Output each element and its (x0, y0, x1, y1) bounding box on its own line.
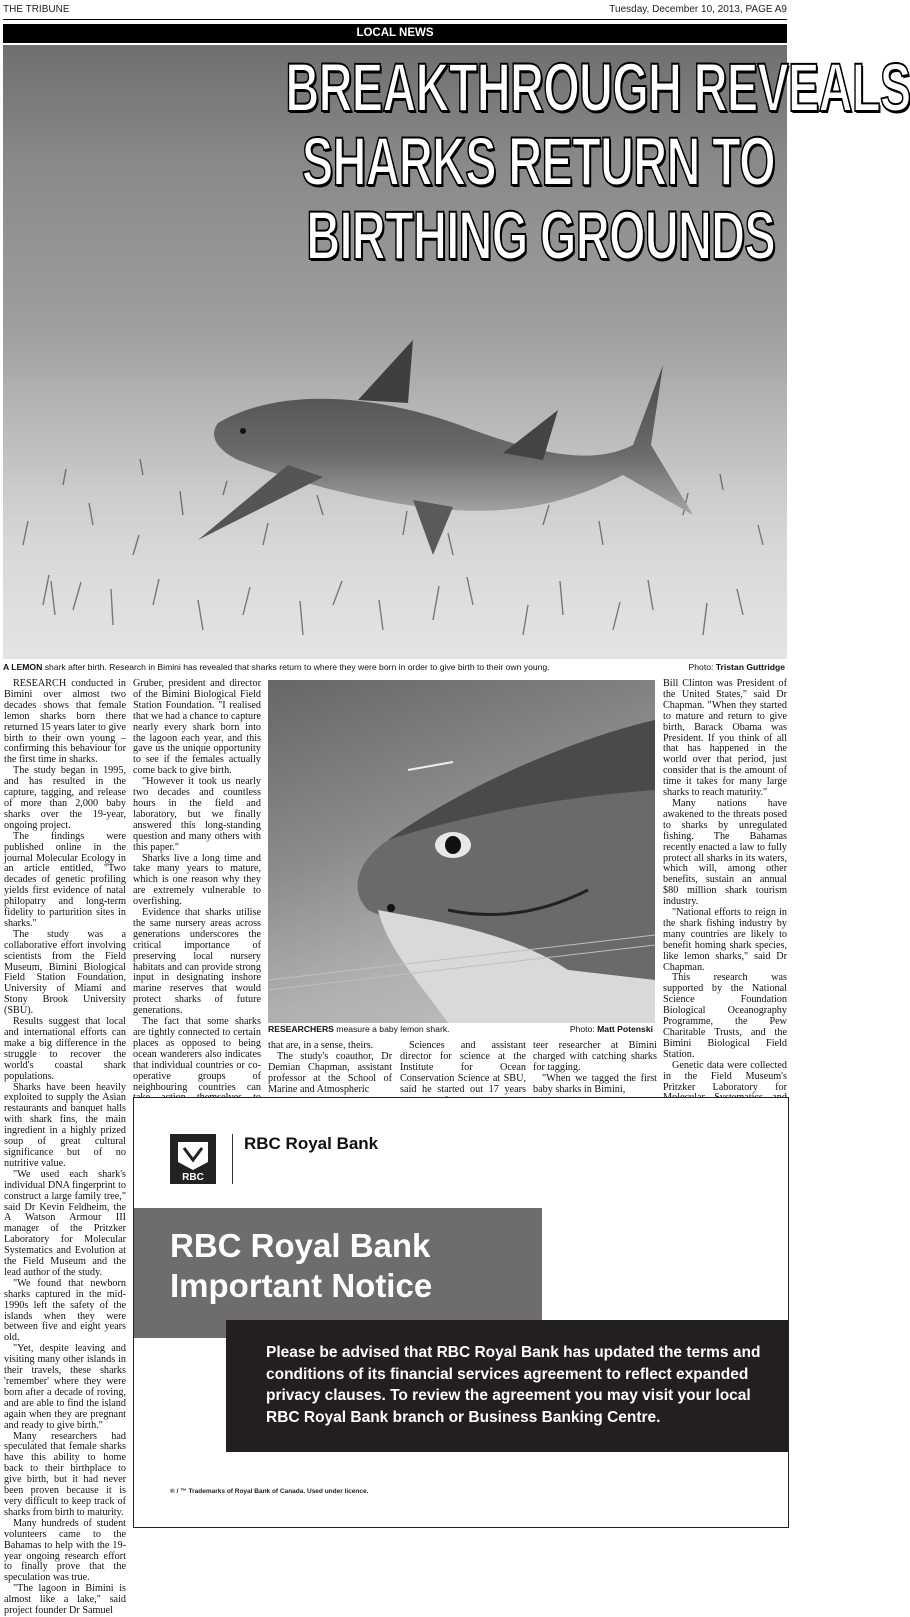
article-column-3 (268, 1041, 392, 1095)
article-paragraph: The study began in 1995, and has resulted in the capture, tagging, and release of more than 2,000 baby sharks over the 19-year, ongoing project. (4, 765, 126, 831)
article-paragraph: Sharks live a long time and take many years to mature, which is one reason why they are extremely vulnerable to overfishing. (133, 852, 261, 908)
article-paragraph: Many nations have awakened to the threats posed to sharks by unregulated fishing. The Bahamas recently enacted a law to fully protect all sharks in its waters, which will, among other benefits, sustain an annual $80 million shark tourism industry. (663, 797, 787, 908)
article-paragraph: teer researcher at Bimini charged with catching sharks for tagging. (533, 1040, 657, 1073)
caption-lead: A LEMON (3, 662, 43, 672)
article-paragraph: Many hundreds of student volunteers came to the Bahamas to help with the 19-year ongoing research effort to finally prove that the speculation was true. (4, 1517, 126, 1584)
headline-line-2: SHARKS RETURN TO (301, 123, 775, 200)
top-rule (3, 19, 787, 20)
trademark-notice: ® / ™ Trademarks of Royal Bank of Canada. Used under licence. (170, 1488, 369, 1495)
article-paragraph: "We used each shark's individual DNA fingerprint to construct a large family tree," said Dr Kevin Feldheim, the A Watson Armour III manager of the Pritzker Laboratory for Molecular Systematics and Evolution at the Field Museum and the lead author of the study. (4, 1168, 126, 1278)
logo-text: RBC (182, 1172, 204, 1183)
headline (285, 49, 910, 274)
ad-title (170, 1226, 432, 1306)
article-paragraph: The findings were published online in the journal Molecular Ecology in an article entitled, "Two decades of genetic profiling yields first evidence of natal philopatry and long-term fidelity to parturition sites in sharks." (4, 830, 126, 929)
headline-line-3: BIRTHING GROUNDS (306, 197, 775, 274)
paper-name: THE TRIBUNE (3, 4, 70, 15)
article-paragraph: The fact that some sharks are tightly connected to certain places as opposed to being ocean wanderers also indicates that individual countries or co-operative groups of neighbouring countries can (133, 1016, 261, 1093)
ad-brand-name: RBC Royal Bank (244, 1134, 379, 1153)
dateline: Tuesday, December 10, 2013, PAGE A9 (609, 4, 787, 15)
ad-title-line-1: RBC Royal Bank (170, 1227, 431, 1264)
article-column-2 (133, 679, 261, 1093)
caption-text: measure a baby lemon shark. (333, 1024, 450, 1034)
section-banner: LOCAL NEWS (3, 24, 787, 43)
article-column-4 (400, 1041, 526, 1095)
article-column-1 (4, 678, 126, 1617)
article-paragraph: Gruber, president and director of the Bimini Biological Field Station Foundation. "I realised that we had a chance to capture nearly every shark born into the lagoon each year, and this gave us the unique opportunity to see if the females actually come back to give birth. (133, 678, 261, 777)
article-paragraph: Many researchers had speculated that female sharks have this ability to home back to their birthplace to give birth, but it had never been proven because it is very difficult to keep track of sharks from birth to maturity. (4, 1430, 126, 1518)
article-paragraph: "When we tagged the first baby sharks in Bimini, (533, 1072, 657, 1095)
article-paragraph: RESEARCH conducted in Bimini over almost two decades shows that female lemon sharks born there returned 15 years later to give birth to their own young – confirming this behaviour for the first time in sharks. (4, 678, 126, 766)
rbc-advertisement (133, 1097, 789, 1528)
article-paragraph: Genetic data were collected in the Field Museum's Pritzker Laboratory for (663, 1059, 787, 1093)
photo-credit: Photo: Matt Potenski (569, 1024, 653, 1034)
article-paragraph: The study's coauthor, Dr Demian Chapman, assistant professor at the School of Marine and Atmospheric (268, 1050, 392, 1095)
masthead (3, 4, 787, 18)
logo-divider (232, 1134, 233, 1184)
article-paragraph: Evidence that sharks utilise the same nursery areas across generations underscores the critical importance of preserving local nursery habitats and can provide strong input in designating inshore marine reserves that would protect sharks of future generations. (133, 907, 261, 1017)
article-paragraph: Bill Clinton was President of the United States," said Dr Chapman. "When they started to mature and return to give birth, Barack Obama was President. If you think of all that has happened in the world over that period, just consider that is the amount of time it takes for many large sharks to reach maturity." (663, 678, 787, 799)
article-paragraph: "We found that newborn sharks captured in the mid-1990s left the safety of the islands when they were between five and eight years old. (4, 1277, 126, 1344)
article-paragraph: This research was supported by the National Science Foundation Biological Oceanography Programme, the Pew Charitable Trusts, and the Bimini Biological Field Station. (663, 972, 787, 1060)
article-column-5 (533, 1041, 657, 1095)
article-paragraph: "The lagoon in Bimini is almost like a lake," said project founder Dr Samuel (4, 1583, 126, 1617)
caption-lead: RESEARCHERS (268, 1024, 334, 1034)
article-paragraph: Results suggest that local and international efforts can make a big difference in the struggle to recover the world's coastal shark populations. (4, 1016, 126, 1082)
ad-notice-text: Please be advised that RBC Royal Bank has updated the terms and conditions of its financial services agreement to reflect expanded privacy clauses. To review the agreement you may visit your local RBC Royal Bank branch or Business Banking Centre. (266, 1344, 761, 1426)
hero-caption (3, 662, 787, 674)
article-paragraph: Sharks have been heavily exploited to supply the Asian restaurants and banquet halls with shark fins, the main ingredient in a highly prized soup of great cultural significance but of no nutritive value. (4, 1081, 126, 1169)
rbc-logo (170, 1134, 216, 1184)
hero-photo (3, 45, 910, 659)
article-paragraph: Sciences and assistant director for science at the Institute for Ocean Conservation Science at SBU, said he started out 17 years (400, 1040, 526, 1095)
caption-text: shark after birth. Research in Bimini has revealed that sharks return to where they were born in order to give birth to their own young. (42, 662, 550, 672)
article-paragraph: that are, in a sense, theirs. (268, 1040, 374, 1051)
baby-shark-photo (268, 680, 655, 1023)
headline-line-1: BREAKTHROUGH REVEALS (285, 49, 910, 126)
ad-title-line-2: Important Notice (170, 1267, 433, 1304)
article-paragraph: The study was a collaborative effort involving scientists from the Field Museum, Bimini Biological Field Station Foundation, University of Miami and Stony Brook University (SBU). (4, 928, 126, 1017)
article-paragraph: "National efforts to reign in the shark fishing industry by many countries are likely to benefit homing shark species, like lemon sharks," said Dr Chapman. (663, 907, 787, 973)
article-paragraph: "However it took us nearly two decades and countless hours in the field and laboratory, but we finally answered this long-standing question and many others with this paper." (133, 776, 261, 853)
baby-shark-illustration (268, 680, 655, 1023)
article-column-6 (663, 679, 787, 1093)
article-paragraph: "Yet, despite leaving and visiting many other islands in their travels, these sharks 'remember' where they were born after a decade of roving, and are able to find the island again when they are pregnant and ready to give birth." (4, 1343, 126, 1431)
photo-credit: Photo: Tristan Guttridge (688, 662, 785, 672)
second-photo-caption (268, 1024, 655, 1035)
